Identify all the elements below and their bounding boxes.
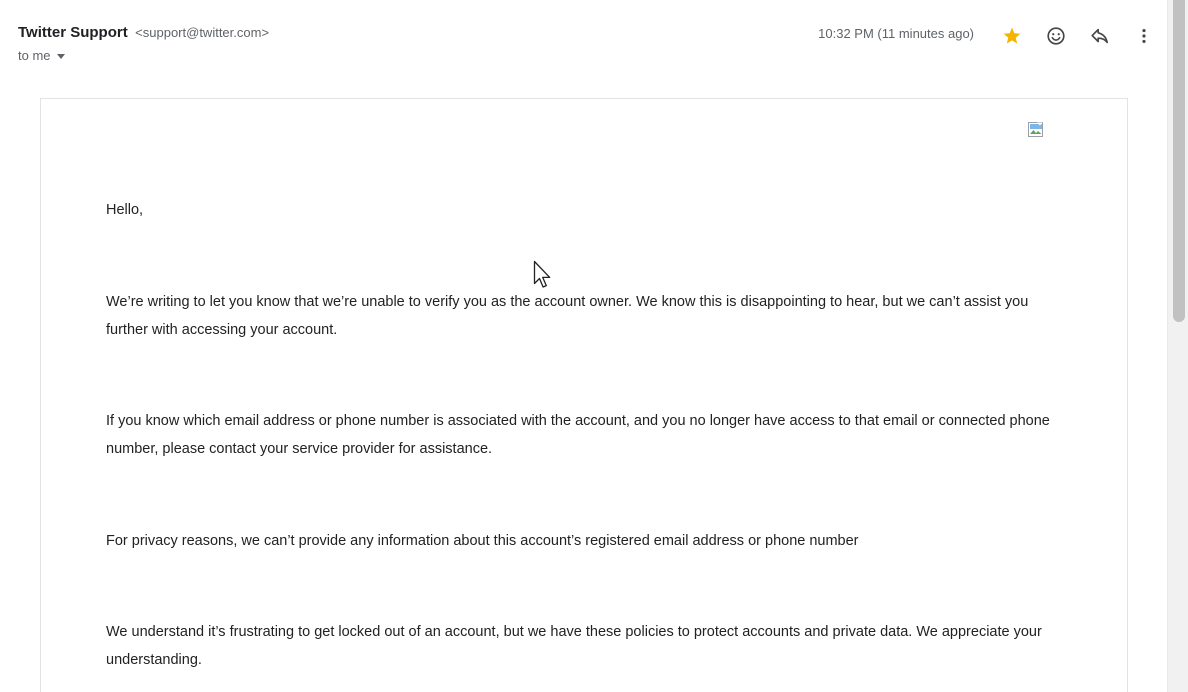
scrollbar-thumb[interactable] [1173, 0, 1185, 322]
sender-name[interactable]: Twitter Support [18, 24, 128, 41]
add-reaction-button[interactable] [1042, 22, 1070, 50]
email-body-text [106, 196, 1071, 674]
email-paragraph: If you know which email address or phone number is associated with the account, and you no longer have access to that email or connected phone number, please contact your service provider for assistance. [106, 413, 1050, 457]
message-actions [982, 22, 1158, 50]
chevron-down-icon[interactable] [57, 54, 65, 59]
star-icon [1002, 26, 1022, 46]
broken-image-icon [1027, 121, 1045, 139]
email-paragraph: We’re writing to let you know that we’re unable to verify you as the account owner. We know this is disappointing to hear, but we can’t assist you further with accessing your account. [106, 294, 1029, 338]
recipient-label: to me [18, 48, 51, 63]
email-paragraph: We understand it’s frustrating to get locked out of an account, but we have these policies to protect accounts and private data. We appreciate your understanding. [106, 624, 1042, 668]
more-options-button[interactable] [1130, 22, 1158, 50]
message-header [18, 22, 1158, 66]
email-paragraph: For privacy reasons, we can’t provide any information about this account’s registered email address or phone number [106, 533, 859, 549]
recipient-details-toggle[interactable] [18, 48, 65, 63]
emoji-icon [1045, 25, 1067, 47]
message-timestamp: 10:32 PM (11 minutes ago) [818, 26, 974, 41]
reply-button[interactable] [1086, 22, 1114, 50]
more-vert-icon [1134, 26, 1154, 46]
reply-icon [1089, 25, 1111, 47]
email-body-card [40, 98, 1128, 692]
sender-email: <support@twitter.com> [135, 25, 270, 40]
star-button[interactable] [998, 22, 1026, 50]
sender-line [18, 24, 269, 42]
vertical-scrollbar[interactable] [1167, 0, 1188, 692]
email-greeting: Hello, [106, 202, 144, 218]
